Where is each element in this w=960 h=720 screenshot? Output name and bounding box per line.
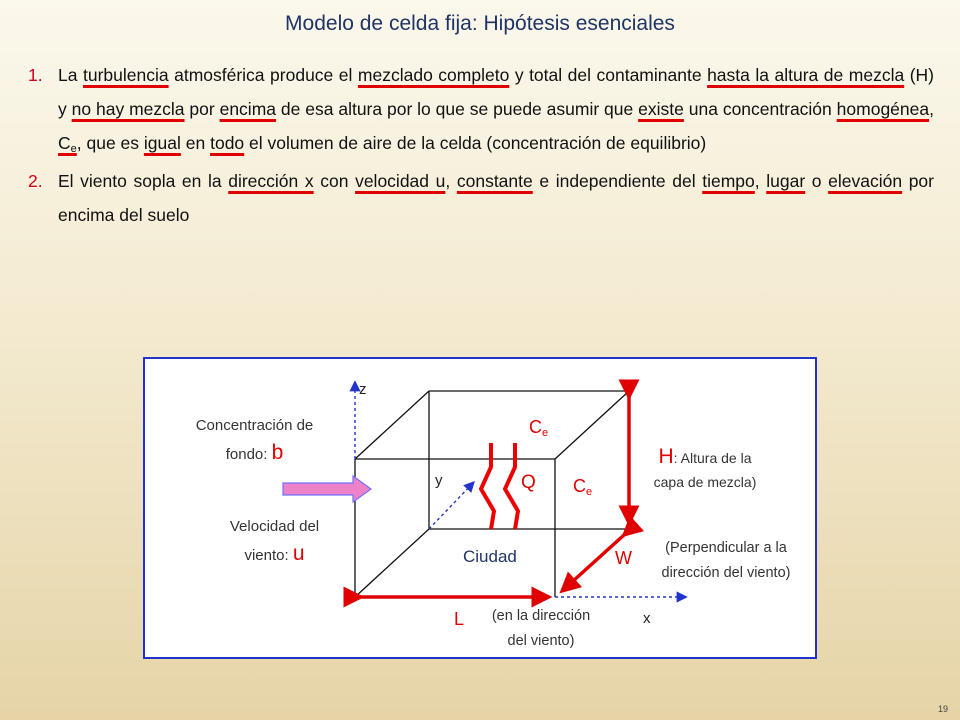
- slide-title: Modelo de celda fija: Hipótesis esenciales: [285, 12, 675, 35]
- underlined-term: no hay mezcla: [71, 99, 185, 119]
- underlined-term: igual: [143, 133, 181, 153]
- underlined-term: constante: [456, 171, 533, 191]
- background-concentration-symbol: b: [271, 441, 284, 464]
- wind-inflow-arrow: [283, 476, 371, 502]
- text-run: de esa altura por lo que se puede asumir que: [276, 99, 639, 119]
- emission-q-label: Q: [521, 472, 536, 493]
- underlined-term: existe: [638, 99, 684, 119]
- x-axis-label: x: [643, 610, 651, 627]
- y-axis-label: y: [435, 472, 443, 489]
- underlined-term: $C_e$: [58, 133, 77, 155]
- underlined-term: dirección x: [228, 171, 314, 191]
- wind-speed-label: Velocidad del viento: u: [229, 518, 320, 565]
- text-run: en: [180, 133, 211, 153]
- item-text: [58, 65, 934, 153]
- underlined-term: velocidad u: [355, 171, 446, 191]
- text-run: con: [313, 171, 356, 191]
- wind-speed-symbol: u: [292, 542, 305, 565]
- w-symbol: W: [615, 548, 632, 568]
- underlined-term: turbulencia: [82, 65, 169, 85]
- h-symbol: H: [658, 445, 674, 468]
- width-description: (Perpendicular a la dirección del viento): [661, 540, 791, 581]
- emission-plume-icon: [481, 443, 518, 529]
- text-run: por: [184, 99, 220, 119]
- length-description: (en la dirección del viento): [491, 608, 591, 649]
- text-run: e independiente del: [532, 171, 703, 191]
- text-run: atmosférica produce el: [168, 65, 358, 85]
- text-run: por encima del suelo: [58, 171, 934, 225]
- text-run: , que es: [76, 133, 144, 153]
- text-run: (H) y: [58, 65, 934, 119]
- text-run: y total del contaminante: [509, 65, 708, 85]
- text-run: La: [58, 65, 83, 85]
- underlined-term: homogénea: [836, 99, 930, 119]
- fixed-box-diagram: [143, 357, 817, 659]
- ce-top-label: $C_e$: [529, 417, 549, 439]
- text-run: El viento sopla en la: [58, 171, 229, 191]
- z-axis-label: z: [359, 381, 367, 398]
- mixing-height-label: H: Altura de la capa de mezcla): [653, 445, 757, 490]
- text-run: ,: [445, 171, 457, 191]
- text-run: ,: [754, 171, 767, 191]
- underlined-term: elevación: [828, 171, 903, 191]
- hypothesis-item-1: [28, 58, 934, 160]
- item-number: 2.: [28, 171, 43, 191]
- hypothesis-list: [28, 58, 934, 236]
- l-symbol: L: [454, 609, 465, 629]
- underlined-term: encima: [219, 99, 277, 119]
- text-run: ,: [929, 99, 934, 119]
- underlined-term: todo: [210, 133, 245, 153]
- text-run: o: [805, 171, 829, 191]
- underlined-term: mezclado completo: [357, 65, 510, 85]
- underlined-term: hasta la altura de mezcla: [707, 65, 905, 85]
- underlined-term: lugar: [766, 171, 806, 191]
- text-run: una concentración: [683, 99, 837, 119]
- background-concentration-label: Concentración de fondo: b: [195, 417, 314, 464]
- item-text: [58, 171, 934, 225]
- ce-right-label: $C_e$: [573, 476, 593, 498]
- item-number: 1.: [28, 65, 43, 85]
- hypothesis-item-2: [28, 164, 934, 232]
- page-number: 19: [937, 704, 948, 714]
- city-label: Ciudad: [463, 547, 517, 566]
- underlined-term: tiempo: [702, 171, 755, 191]
- text-run: el volumen de aire de la celda (concentración de equilibrio): [244, 133, 707, 153]
